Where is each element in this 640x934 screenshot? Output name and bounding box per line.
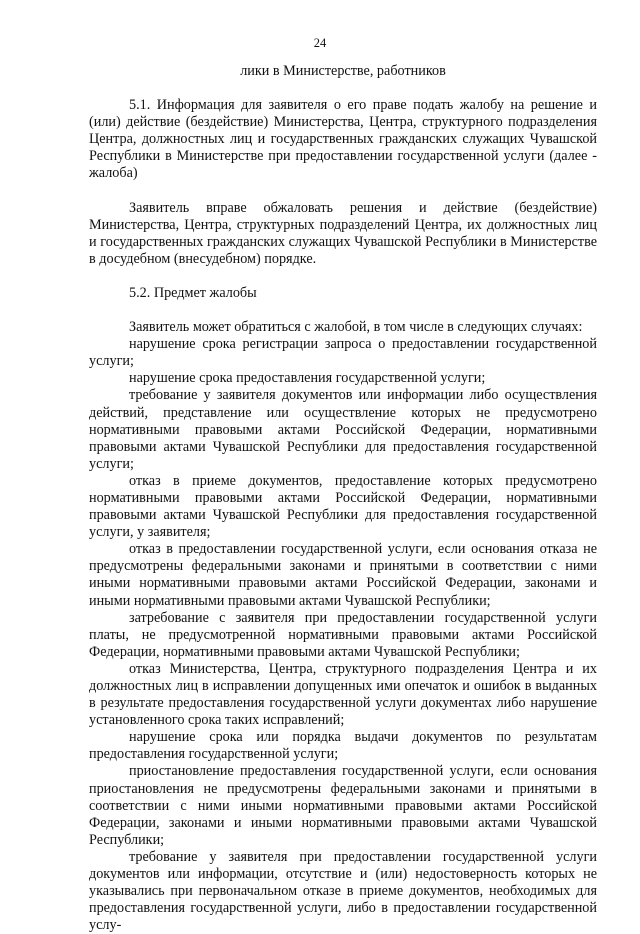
list-item-excess-documents: требование у заявителя документов или информации либо осуществления действий, представление или осуществление которых не предусмотрено нормативными правовыми актами Российской Федерации, нормативными правовыми актами Чувашской Республики для предоставления государственной услуги; xyxy=(89,387,597,472)
page-number: 24 xyxy=(313,36,327,50)
list-item-unlawful-fee: затребование с заявителя при предоставлении государственной услуги платы, не предусмотренной нормативными правовыми актами Российской Федерации, нормативными правовыми актами Чувашской Республики; xyxy=(89,609,597,660)
list-item-suspension: приостановление предоставления государственной услуги, если основания приостановления не предусмотрены федеральными законами и принятыми в соответствии с ними иными нормативными правовыми актами Российской Федерации, законами и иными нормативными правовыми актами Чувашской Республики; xyxy=(89,763,597,848)
list-item-registration-deadline: нарушение срока регистрации запроса о предоставлении государственной услуги; xyxy=(89,336,597,370)
list-item-document-refusal: отказ в приеме документов, предоставление которых предусмотрено нормативными правовыми актами Российской Федерации, нормативными правовыми актами Чувашской Республики для предоставления государственной услуги, у заявителя; xyxy=(89,472,597,541)
list-item-correction-refusal: отказ Министерства, Центра, структурного подразделения Центра и их должностных лиц в исправлении допущенных ими опечаток и ошибок в выданных в результате предоставления государственной услуги документах либо нарушение установленного срока таких исправлений; xyxy=(89,660,597,729)
list-item-service-refusal: отказ в предоставлении государственной услуги, если основания отказа не предусмотрены федеральными законами и принятыми в соответствии с ними иными нормативными правовыми актами Российской Федерации, законами и иными нормативными правовыми актами Чувашской Республики; xyxy=(89,541,597,609)
list-item-issuance-violation: нарушение срока или порядка выдачи документов по результатам предоставления государственной услуги; xyxy=(89,729,597,763)
section-title-continuation: лики в Министерстве, работников xyxy=(240,63,446,79)
document-body xyxy=(89,63,597,934)
list-item-undisclosed-documents: требование у заявителя при предоставлении государственной услуги документов или информации, отсутствие и (или) недостоверность которых не указывались при первоначальном отказе в приеме документов, необходимых для предоставления государственной услуги, либо в предоставлении государственной услу- xyxy=(89,848,597,934)
paragraph-5-2-heading: 5.2. Предмет жалобы xyxy=(129,284,257,301)
paragraph-5-1-heading: 5.1. Информация для заявителя о его праве подать жалобу на решение и (или) действие (бездействие) Министерства, Центра, структурного подразделения Центра, должностных лиц и государственных гражданских служащих Чувашской Республики в Министерстве при предоставлении государственной услуги (далее - жалоба) xyxy=(89,97,597,182)
paragraph-right-to-appeal: Заявитель вправе обжаловать решения и действие (бездействие) Министерства, Центра, структурных подразделений Центра, их должностных лиц и государственных гражданских служащих Чувашской Республики в Министерстве в досудебном (внесудебном) порядке. xyxy=(89,199,597,267)
paragraph-cases-intro: Заявитель может обратиться с жалобой, в том числе в следующих случаях: xyxy=(129,319,583,336)
list-item-service-deadline: нарушение срока предоставления государственной услуги; xyxy=(129,370,486,387)
